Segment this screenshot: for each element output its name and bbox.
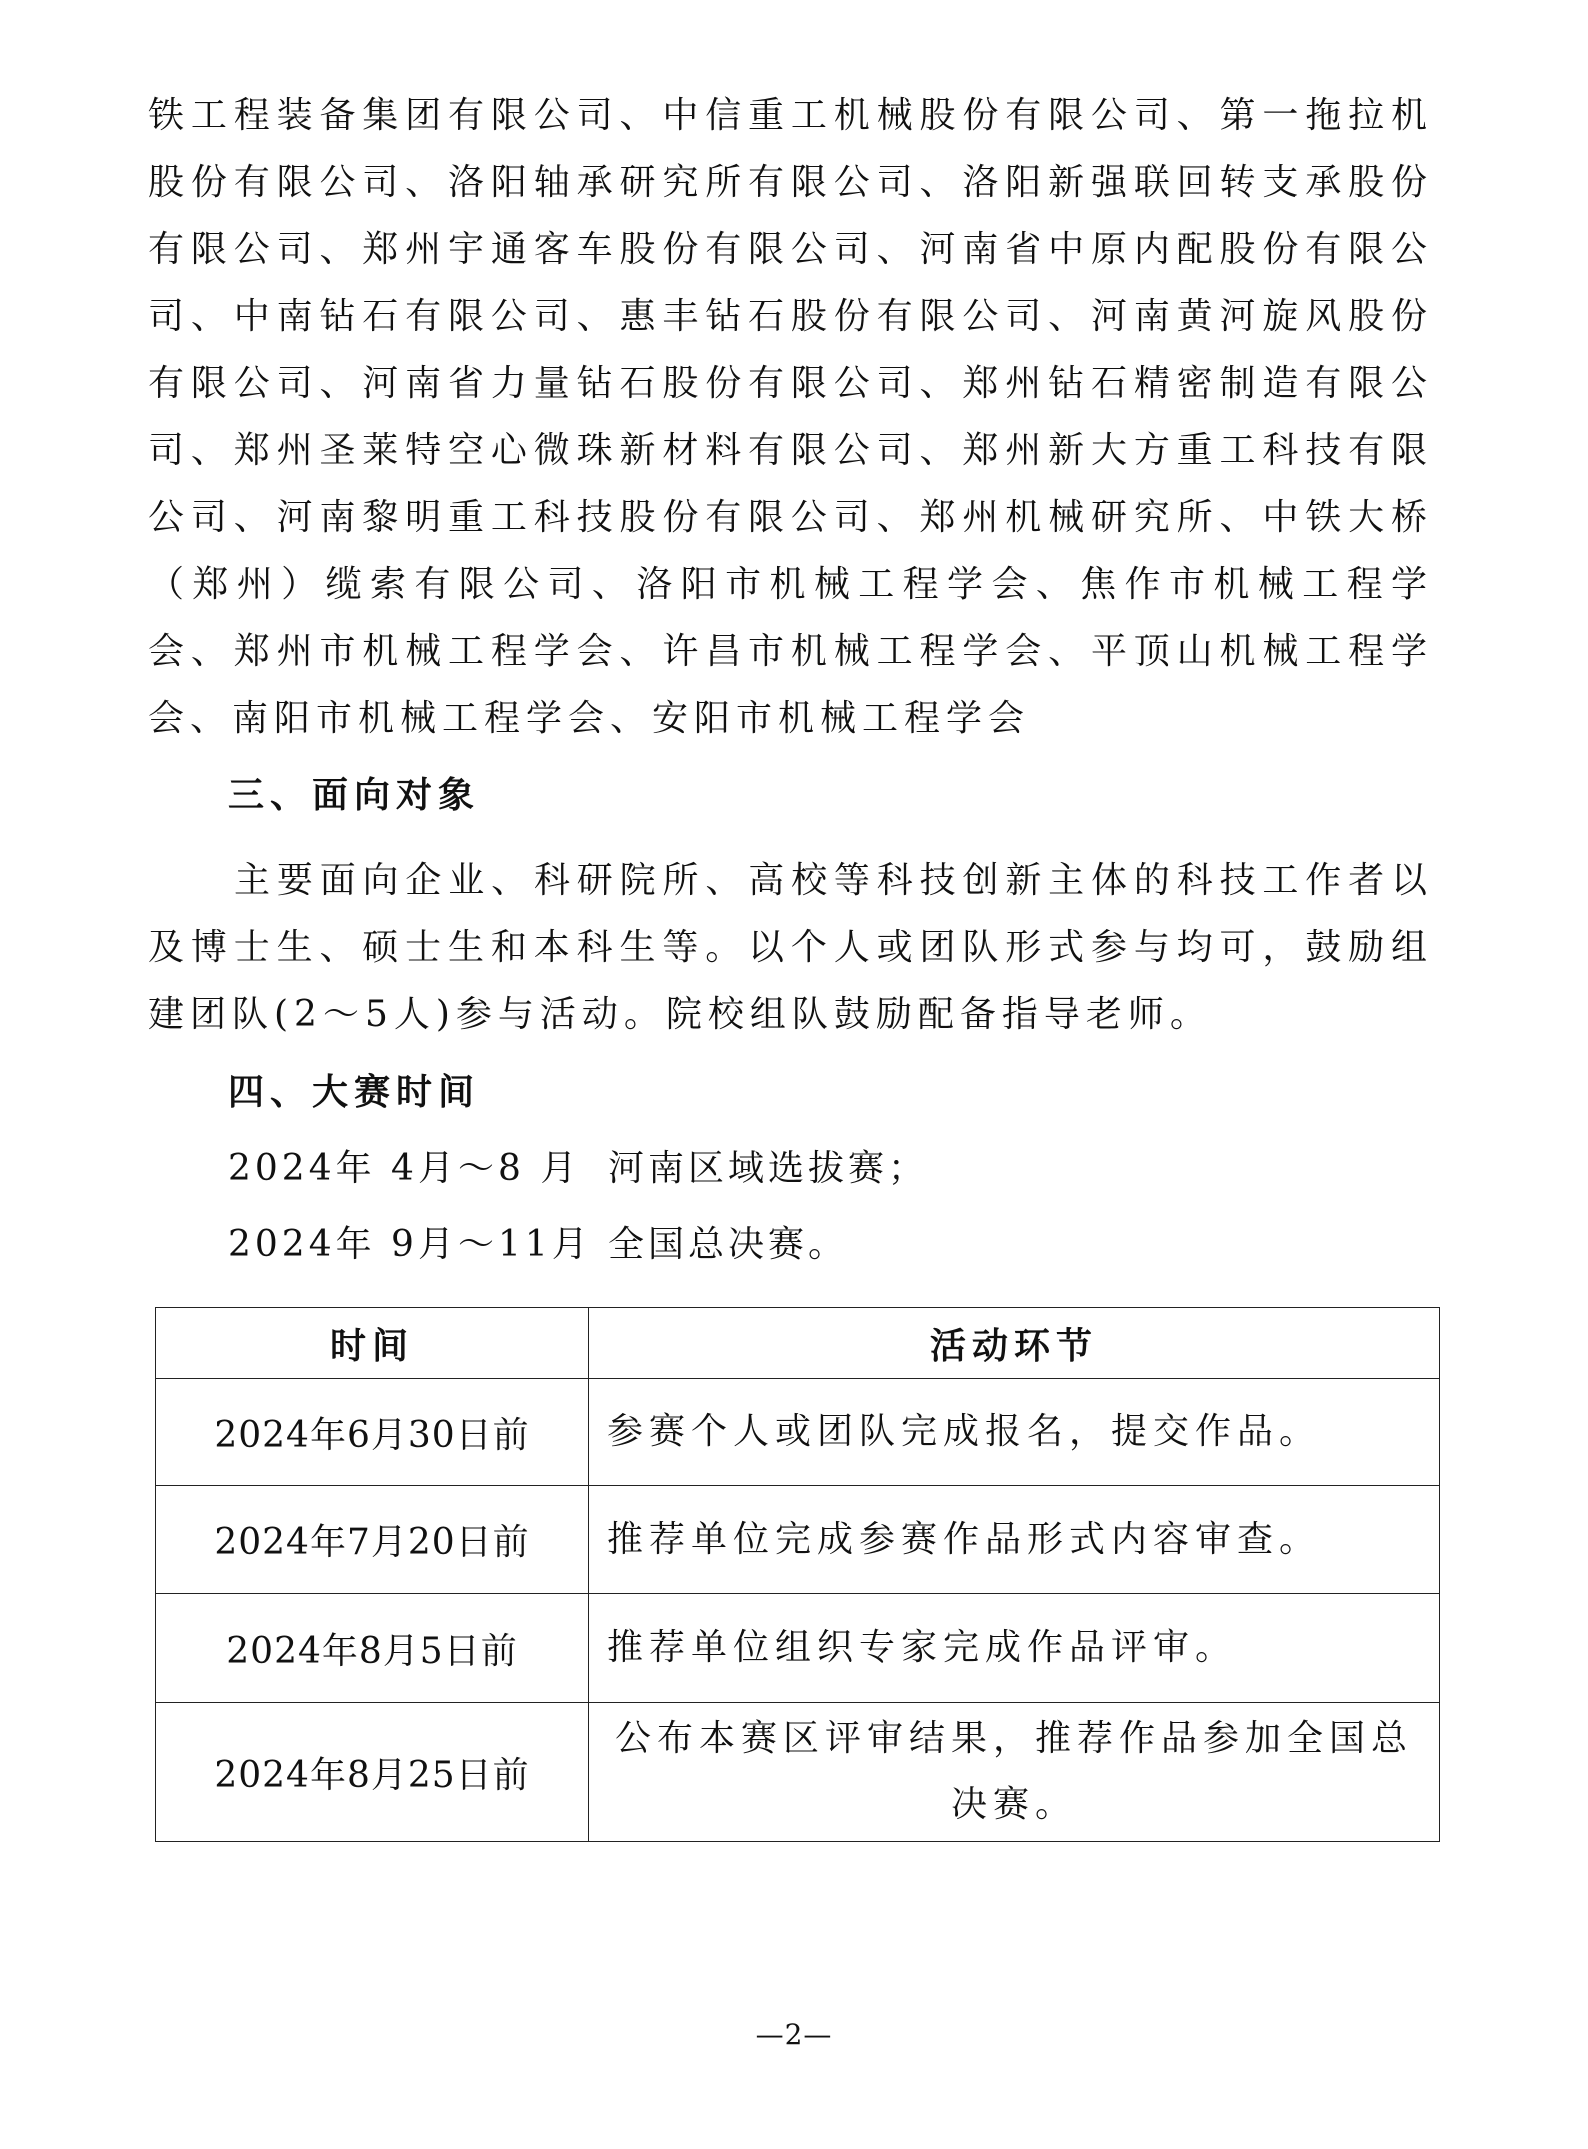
header-time: 时间 [156,1308,589,1379]
schedule-line [228,1135,928,1202]
table-header-row [156,1308,1440,1379]
page-number: —2— [755,2018,833,2051]
table-row [156,1703,1440,1842]
table-row [156,1379,1440,1486]
table-row [156,1486,1440,1594]
cell-activity: 推荐单位完成参赛作品形式内容审查。 [589,1486,1440,1594]
section-heading-time: 四、大赛时间 [228,1071,481,1113]
cell-time: 2024年8月25日前 [156,1703,589,1842]
schedule-event: 河南区域选拔赛； [608,1148,929,1189]
cell-time: 2024年7月20日前 [156,1486,589,1594]
section-heading-audience: 三、面向对象 [228,774,481,816]
cell-activity: 参赛个人或团队完成报名，提交作品。 [589,1379,1440,1486]
audience-paragraph: 主要面向企业、科研院所、高校等科技创新主体的科技工作者以及博士生、硕士生和本科生等。以个人或团队形式参与均可，鼓励组建团队(2～5人)参与活动。院校组队鼓励配备指导老师。 [148,860,1433,1035]
cell-time: 2024年6月30日前 [156,1379,589,1486]
schedule-line [228,1211,848,1278]
organizations-paragraph: 铁工程装备集团有限公司、中信重工机械股份有限公司、第一拖拉机股份有限公司、洛阳轴承研究所有限公司、洛阳新强联回转支承股份有限公司、郑州宇通客车股份有限公司、河南省中原内配股份有限公司、中南钻石有限公司、惠丰钻石股份有限公司、河南黄河旋风股份有限公司、河南省力量钻石股份有限公司、郑州钻石精密制造有限公司、郑州圣莱特空心微珠新材料有限公司、郑州新大方重工科技有限公司、河南黎明重工科技股份有限公司、郑州机械研究所、中铁大桥（郑州）缆索有限公司、洛阳市机械工程学会、焦作市机械工程学会、郑州市机械工程学会、许昌市机械工程学会、平顶山机械工程学会、南阳市机械工程学会、安阳市机械工程学会 [148,95,1433,739]
header-activity: 活动环节 [589,1308,1440,1379]
table-row [156,1594,1440,1703]
cell-activity: 推荐单位组织专家完成作品评审。 [589,1594,1440,1703]
cell-time: 2024年8月5日前 [156,1594,589,1703]
cell-activity: 公布本赛区评审结果，推荐作品参加全国总决赛。 [589,1703,1440,1842]
timeline-table [155,1307,1440,1842]
schedule-period: 2024年 9月～11月 [228,1224,592,1265]
schedule-period: 2024年 4月～8 月 [228,1148,581,1189]
schedule-event: 全国总决赛。 [608,1224,849,1265]
